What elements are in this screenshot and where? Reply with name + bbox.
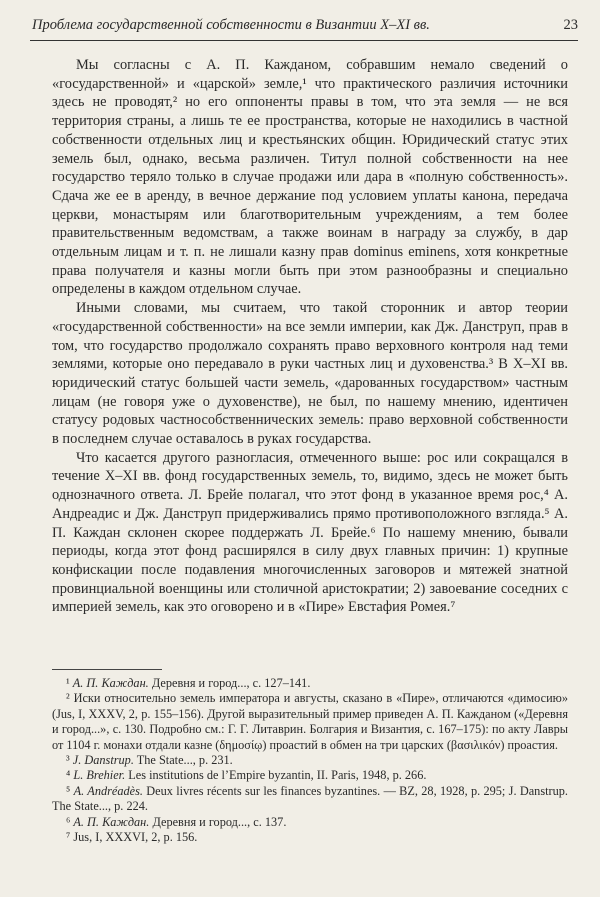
footnote-author: А. П. Каждан. (72, 676, 149, 690)
footnote (52, 676, 568, 691)
footnote-author: L. Brehier. (73, 768, 126, 783)
footnote-author: A. Andréadès. (73, 783, 143, 798)
page-number: 23 (563, 17, 578, 33)
running-title: Проблема государственной собственности в Византии X–XI вв. (32, 17, 430, 33)
footnote-mark: ² (66, 691, 70, 706)
footnote (52, 830, 568, 845)
footnote-text: Иски относительно земель императора и августы, сказано в «Пире», отличаются «димосию» (Jus, I, XXXV, 2, p. 155–156). Другой выразительный пример приведен А. П. Кажданом («Деревня и город...», с. 130. Подробно см.: Г. Г. Литаврин. Болгария и Византия, с. 167–175): по акту Лавры от 1104 г. монахи отдали казне (δημοσίῳ) проастий в обмен на три царских (βασιλικόν) проастия. (52, 691, 568, 752)
footnote-mark: ⁵ (66, 783, 71, 798)
footnote-mark: ¹ (66, 676, 70, 690)
footnote-text: Les institutions de l’Empire byzantin, II. Paris, 1948, p. 266. (125, 768, 427, 783)
footnote (52, 768, 568, 783)
footnote (52, 815, 568, 830)
running-header (30, 14, 578, 41)
footnote-mark: ⁴ (66, 768, 71, 783)
footnote-divider (52, 669, 162, 670)
footnotes (52, 669, 568, 845)
main-text (52, 56, 568, 617)
paragraph: Мы согласны с А. П. Кажданом, собравшим немало сведений о «государственной» и «царской» земле,¹ что практического различия источники здесь не проводят,² но его оппоненты правы в том, что эта земля — не вся территория страны, а лишь те ее пространства, которые не находились в частной собственности отдельных лиц и крестьянских общин. Юридический статус этих земель был, однако, весьма различен. Титул полной собственности на нее государство теряло только в случае продажи или дара в «полную собственность». Сдача же ее в аренду, в вечное держание под условием уплаты канона, передача церкви, монастырям или благотворительным учреждениям, а тем более правительственным ведомствам, а также воинам в награду за службу, в дар отдельным лицам и т. п. не лишали казну прав dominus eminens, хотя конкретные права получателя и казны могли быть при этом разнообразны и специально определены в каждом отдельном случае. (52, 57, 568, 298)
footnote-text: Деревня и город..., с. 127–141. (148, 676, 311, 690)
footnote-mark: ⁶ (66, 814, 71, 829)
footnote-mark: ⁷ (66, 830, 71, 845)
footnote (52, 753, 568, 768)
footnote-author: А. П. Каждан. (73, 814, 150, 829)
paragraph: Иными словами, мы считаем, что такой сторонник и автор теории «государственной собственности» на все земли империи, как Дж. Данструп, прав в том, что государство продолжало сохранять право верховного контроля над теми землями, которые оно передавало в руки частных лиц и духовенства.³ В X–XI вв. юридический статус большей части земель, «дарованных государством» частным лицам (не говоря уже о духовенстве), не был, по нашему мнению, идентичен статусу родовых частнособственнических земель: право верховной собственности в последнем случае оставалось в руках государства. (52, 300, 568, 448)
footnote (52, 784, 568, 815)
footnote-text: Deux livres récents sur les finances byzantines. — BZ, 28, 1928, p. 295; J. Danstrup. The State..., p. 224. (52, 783, 568, 814)
footnote (52, 691, 568, 753)
footnote-text: Деревня и город..., с. 137. (149, 814, 287, 829)
footnote-author: J. Danstrup. (72, 753, 134, 768)
footnote-mark: ³ (66, 753, 70, 768)
footnote-text: The State..., p. 231. (133, 753, 233, 768)
footnote-text: Jus, I, XXXVI, 2, p. 156. (70, 830, 198, 845)
paragraph: Что касается другого разногласия, отмеченного выше: рос или сокращался в течение X–XI вв. фонд государственных земель, то, видимо, здесь не может быть однозначного ответа. Л. Брейе полагал, что этот фонд в указанное время рос,⁴ А. Андреадис и Дж. Данструп придерживались прямо противоположного взгляда.⁵ А. П. Каждан склонен скорее поддержать Л. Брейе.⁶ По нашему мнению, бывали периоды, когда этот фонд расширялся в силу двух главных причин: 1) крупные конфискации после подавления многочисленных заговоров и мятежей знатной провинциальной военщины или столичной аристократии; 2) завоевание соседних с империей земель, как это оговорено и в «Пире» Евстафия Ромея.⁷ (52, 449, 568, 616)
